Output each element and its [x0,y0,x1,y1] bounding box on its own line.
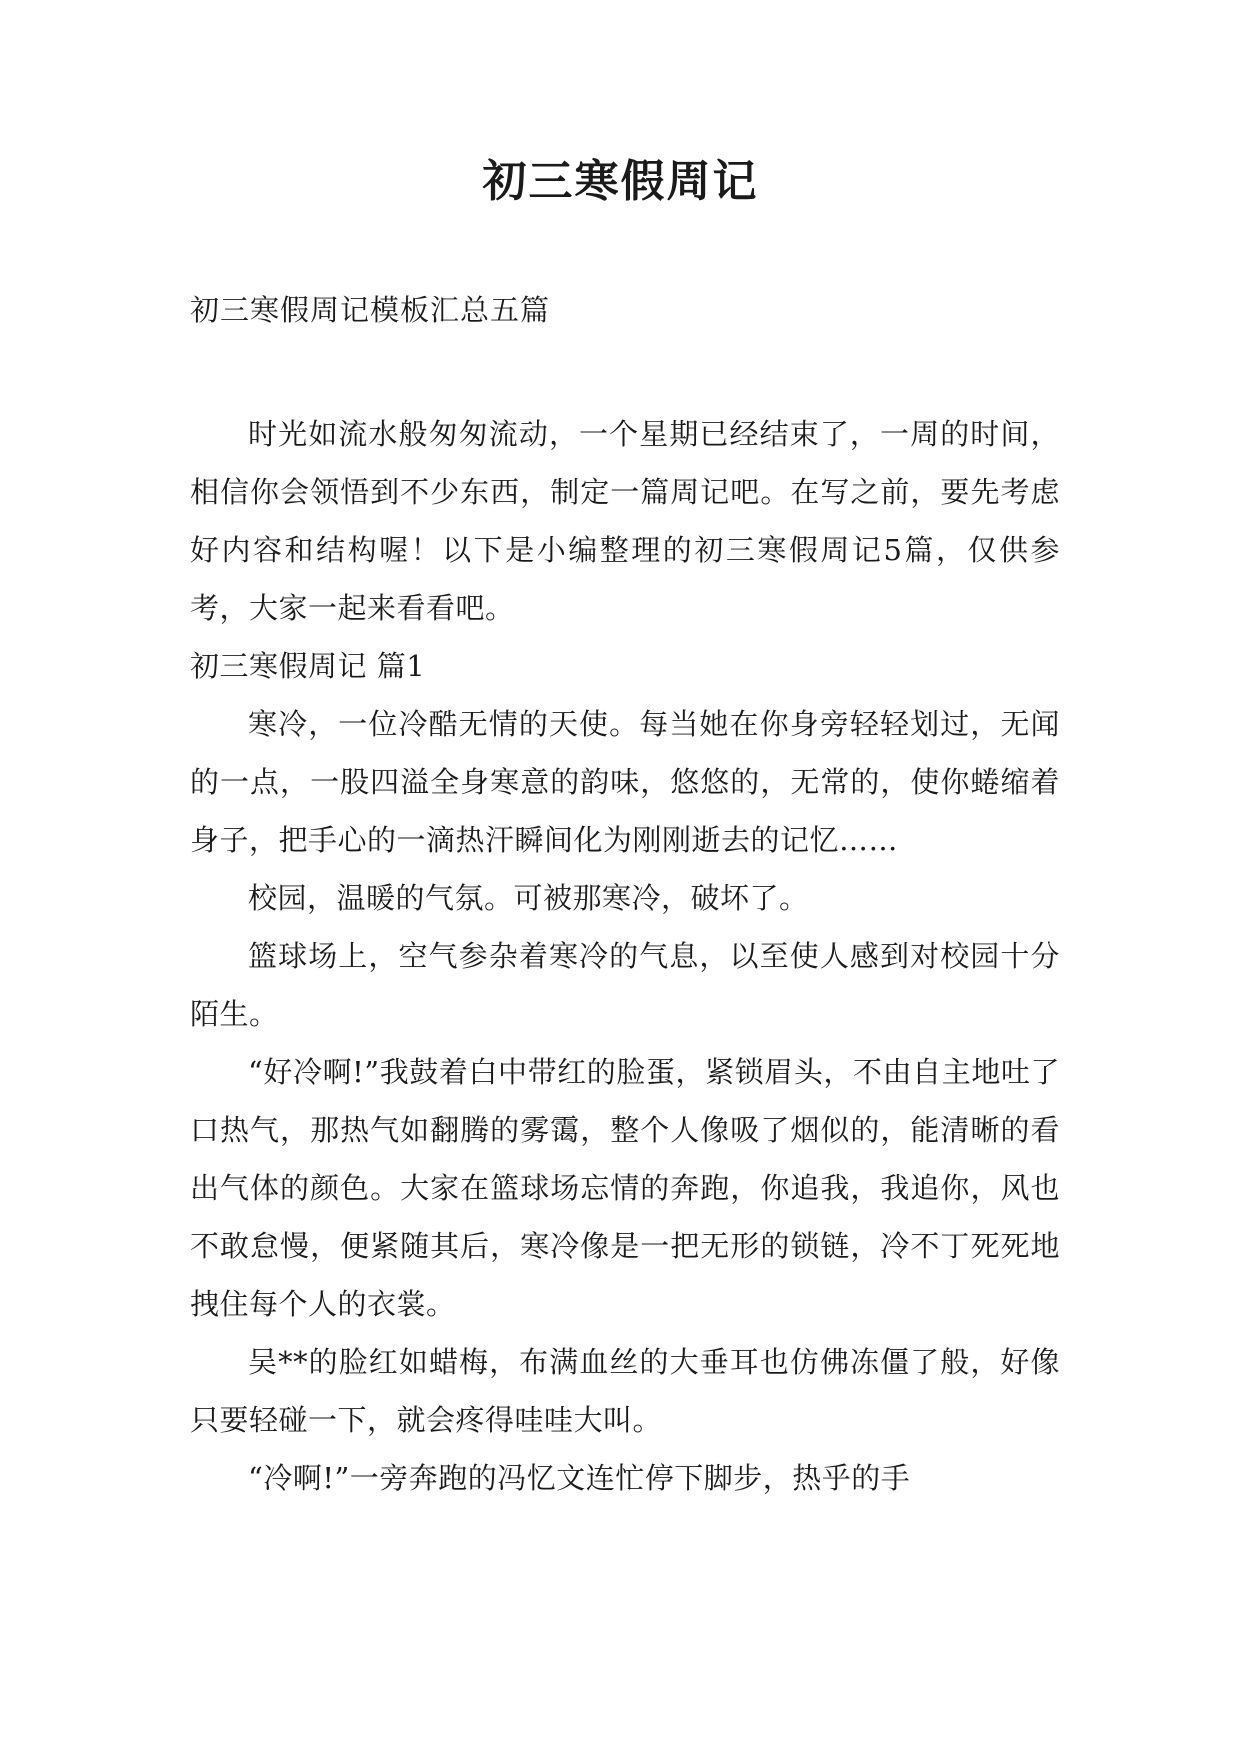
body-paragraph: 篮球场上，空气参杂着寒冷的气息，以至使人感到对校园十分陌生。 [190,939,1060,1031]
intro-paragraph: 时光如流水般匆匆流动，一个星期已经结束了，一周的时间，相信你会领悟到不少东西，制定一篇周记吧。在写之前，要先考虑好内容和结构喔！以下是小编整理的初三寒假周记5篇，仅供参考，大家一起来看看吧。 [190,417,1060,625]
body-paragraph: “冷啊!”一旁奔跑的冯忆文连忙停下脚步，热乎的手 [248,1461,911,1495]
section-heading: 初三寒假周记 篇1 [190,649,426,683]
document-subtitle: 初三寒假周记模板汇总五篇 [190,293,551,327]
body-paragraph: 寒冷，一位冷酷无情的天使。每当她在你身旁轻轻划过，无闻的一点，一股四溢全身寒意的韵味，悠悠的，无常的，使你蜷缩着身子，把手心的一滴热汗瞬间化为刚刚逝去的记忆…… [190,707,1060,857]
body-paragraph: “好冷啊!”我鼓着白中带红的脸蛋，紧锁眉头，不由自主地吐了口热气，那热气如翻腾的雾霭，整个人像吸了烟似的，能清晰的看出气体的颜色。大家在篮球场忘情的奔跑，你追我，我追你，风也不敢怠慢，便紧随其后，寒冷像是一把无形的锁链，冷不丁死死地拽住每个人的衣裳。 [190,1055,1060,1321]
document-title: 初三寒假周记 [482,156,759,207]
body-paragraph: 校园，温暖的气氛。可被那寒冷，破坏了。 [248,881,809,915]
body-paragraph: 吴**的脸红如蜡梅，布满血丝的大垂耳也仿佛冻僵了般，好像只要轻碰一下，就会疼得哇哇大叫。 [190,1345,1060,1437]
document-body [190,405,1060,1507]
